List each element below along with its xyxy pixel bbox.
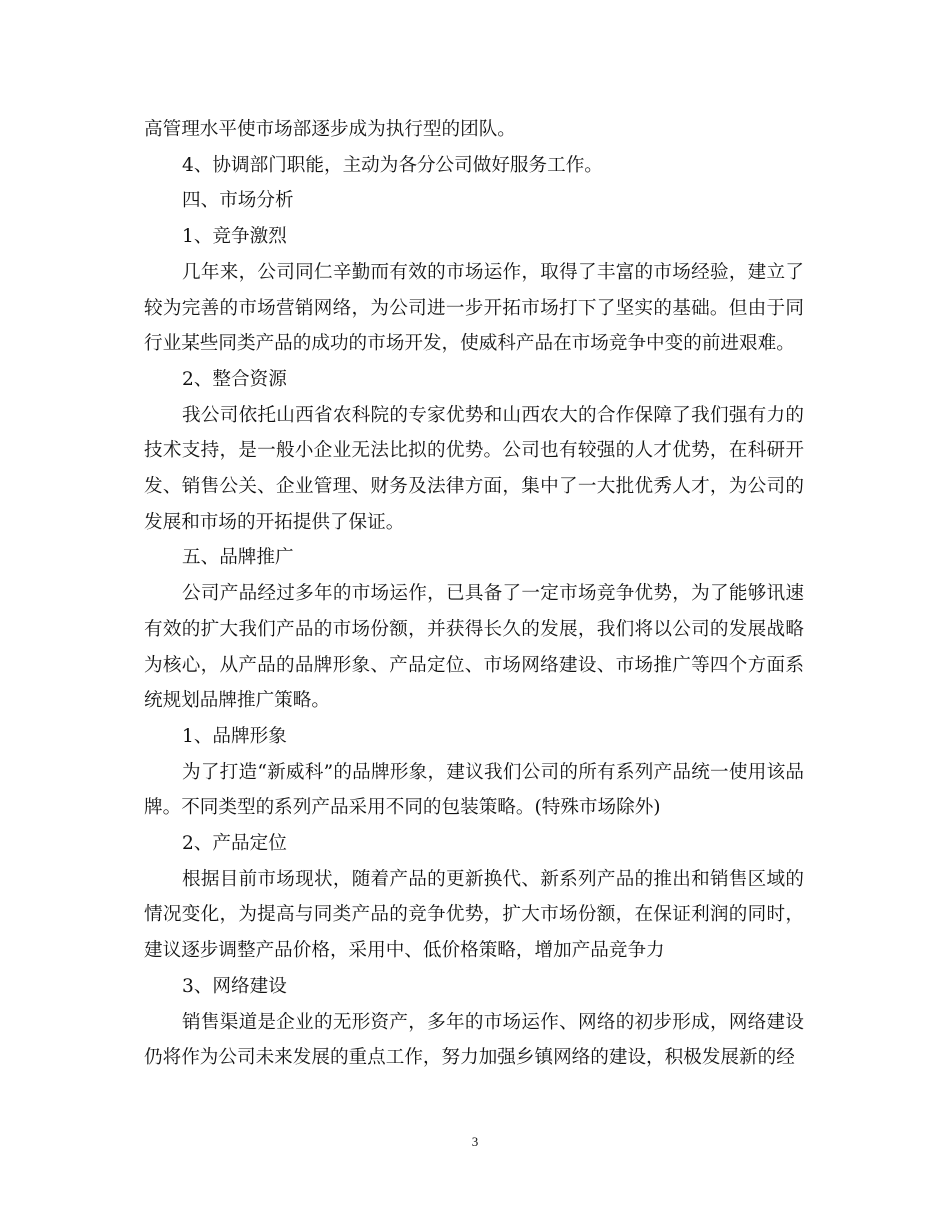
paragraph: 我公司依托山西省农科院的专家优势和山西农大的合作保障了我们强有力的技术支持，是一般小企业无法比拟的优势。公司也有较强的人才优势，在科研开发、销售公关、企业管理、财务及法律方面，集中了一大批优秀人才，为公司的发展和市场的开拓提供了保证。 (144, 404, 804, 533)
paragraph: 几年来，公司同仁辛勤而有效的市场运作，取得了丰富的市场经验，建立了较为完善的市场营销网络，为公司进一步开拓市场打下了坚实的基础。但由于同行业某些同类产品的成功的市场开发，使威科产品在市场竞争中变的前进艰难。 (144, 261, 804, 355)
subsection-heading: 1、品牌形象 (182, 725, 287, 747)
paragraph: 根据目前市场现状，随着产品的更新换代、新系列产品的推出和销售区域的情况变化，为提高与同类产品的竞争优势，扩大市场份额，在保证利润的同时，建议逐步调整产品价格，采用中、低价格策略，增加产品竞争力 (144, 868, 804, 962)
subsection-heading: 1、竞争激烈 (182, 226, 287, 248)
paragraph: 高管理水平使市场部逐步成为执行型的团队。 (144, 119, 516, 140)
section-heading: 五、品牌推广 (182, 547, 294, 569)
subsection-heading: 2、产品定位 (182, 833, 287, 855)
paragraph: 4、协调部门职能，主动为各分公司做好服务工作。 (182, 154, 603, 176)
section-heading: 四、市场分析 (182, 190, 294, 212)
page-number: 3 (471, 1134, 479, 1149)
paragraph: 公司产品经过多年的市场运作，已具备了一定市场竞争优势，为了能够讯速有效的扩大我们产品的市场份额，并获得长久的发展，我们将以公司的发展战略为核心，从产品的品牌形象、产品定位、市场网络建设、市场推广等四个方面系统规划品牌推广策略。 (144, 583, 804, 712)
document-body (144, 112, 804, 1076)
paragraph: 为了打造“新威科”的品牌形象，建议我们公司的所有系列产品统一使用该品牌。不同类型的系列产品采用不同的包装策略。(特殊市场除外) (144, 761, 804, 819)
subsection-heading: 2、整合资源 (182, 368, 287, 390)
subsection-heading: 3、网络建设 (182, 975, 287, 997)
paragraph: 销售渠道是企业的无形资产，多年的市场运作、网络的初步形成，网络建设仍将作为公司未来发展的重点工作，努力加强乡镇网络的建设，积极发展新的经 (144, 1011, 804, 1069)
